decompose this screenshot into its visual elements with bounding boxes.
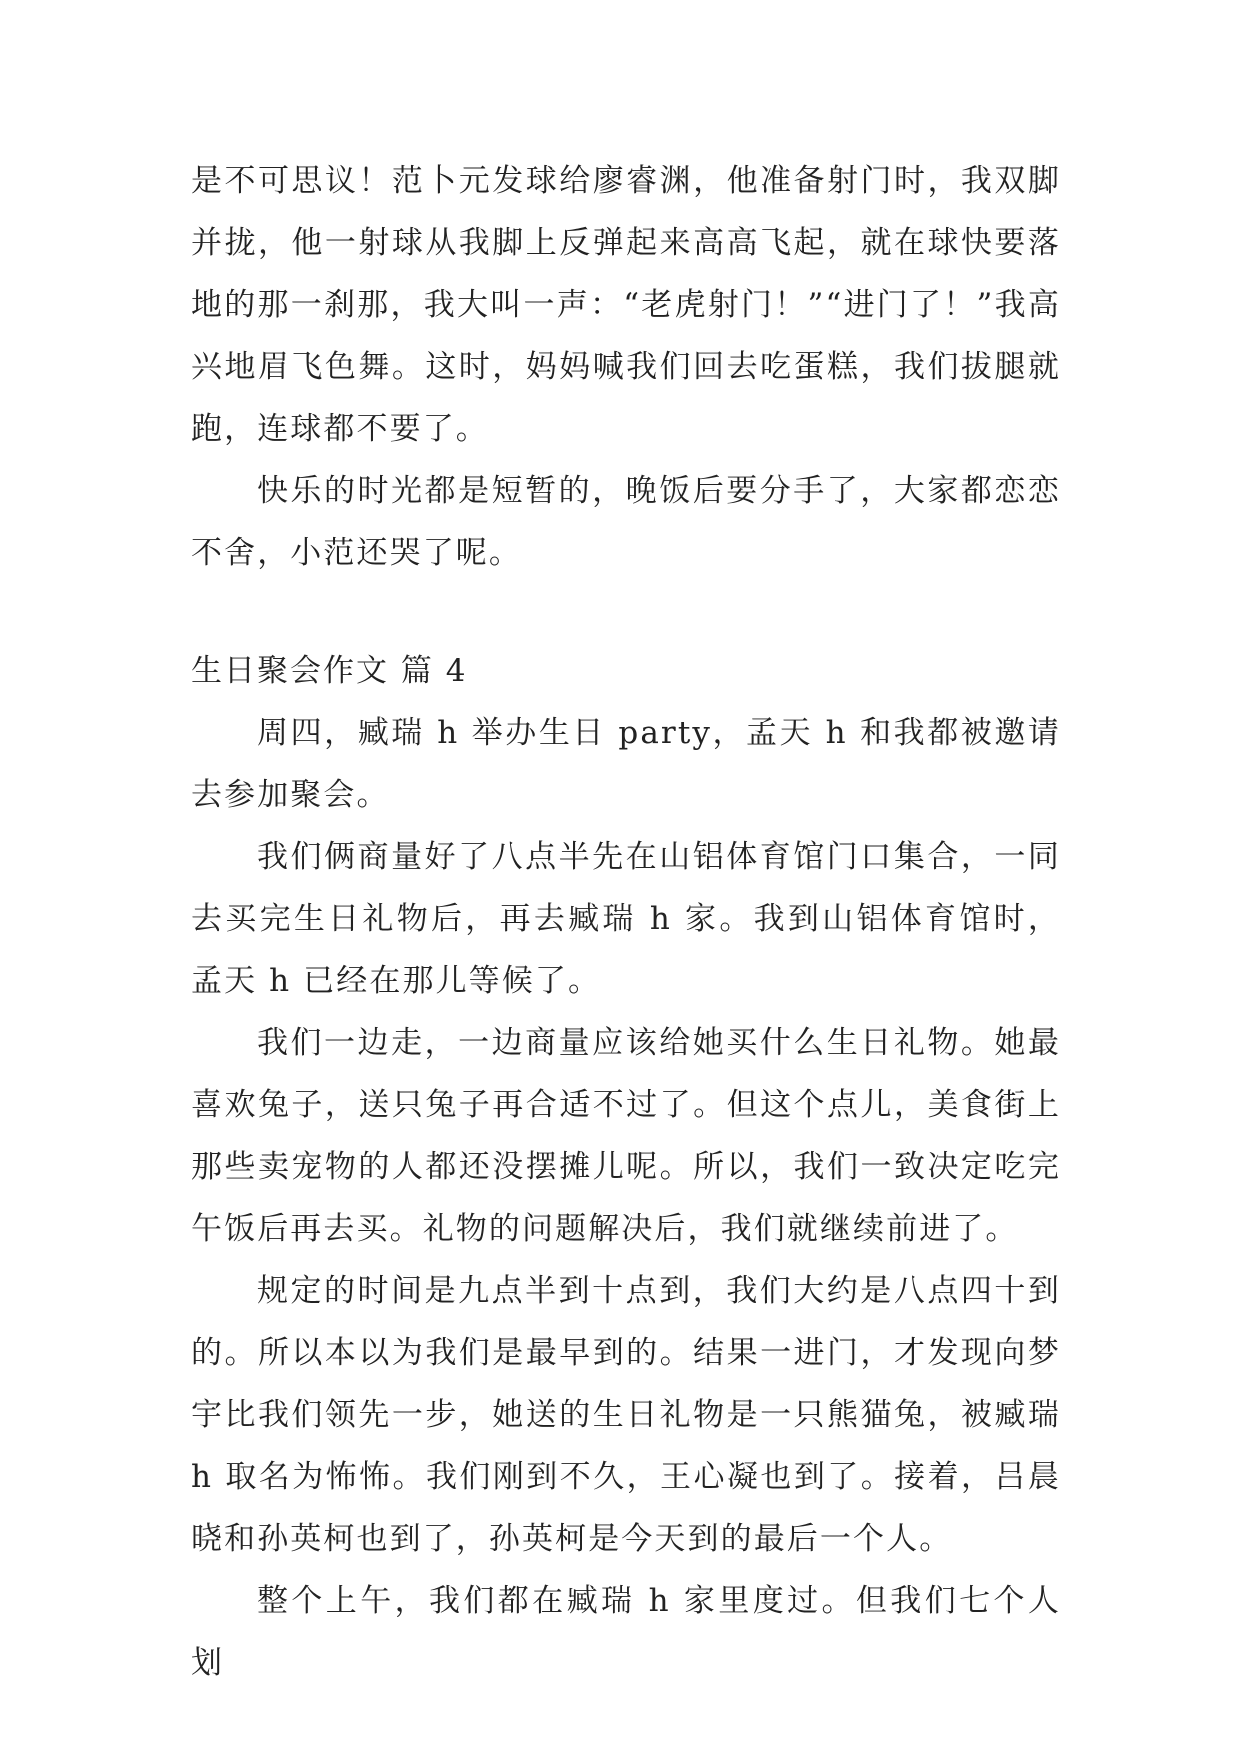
paragraph-2: 我们俩商量好了八点半先在山铝体育馆门口集合，一同去买完生日礼物后，再去臧瑞 h 家。我到山铝体育馆时，孟天 h 已经在那儿等候了。	[191, 839, 1061, 999]
paragraph-3: 我们一边走，一边商量应该给她买什么生日礼物。她最喜欢兔子，送只兔子再合适不过了。但这个点儿，美食街上那些卖宠物的人都还没摆摊儿呢。所以，我们一致决定吃完午饭后再去买。礼物的问题解决后，我们就继续前进了。	[191, 1025, 1061, 1247]
paragraph-5: 整个上午，我们都在臧瑞 h 家里度过。但我们七个人划	[191, 1583, 1061, 1681]
closing-paragraph: 快乐的时光都是短暂的，晚饭后要分手了，大家都恋恋不舍，小范还哭了呢。	[191, 473, 1061, 571]
section-title: 生日聚会作文 篇 4	[191, 653, 468, 689]
document-body	[191, 150, 1061, 1694]
paragraph-4: 规定的时间是九点半到十点到，我们大约是八点四十到的。所以本以为我们是最早到的。结果一进门，才发现向梦宇比我们领先一步，她送的生日礼物是一只熊猫兔，被臧瑞 h 取名为怖怖。我们刚到不久，王心凝也到了。接着，吕晨晓和孙英柯也到了，孙英柯是今天到的最后一个人。	[191, 1273, 1061, 1557]
continued-paragraph: 是不可思议！范卜元发球给廖睿渊，他准备射门时，我双脚并拢，他一射球从我脚上反弹起来高高飞起，就在球快要落地的那一刹那，我大叫一声：“老虎射门！”“进门了！”我高兴地眉飞色舞。这时，妈妈喊我们回去吃蛋糕，我们拔腿就跑，连球都不要了。	[191, 163, 1061, 447]
paragraph-1: 周四，臧瑞 h 举办生日 party，孟天 h 和我都被邀请去参加聚会。	[191, 715, 1061, 813]
